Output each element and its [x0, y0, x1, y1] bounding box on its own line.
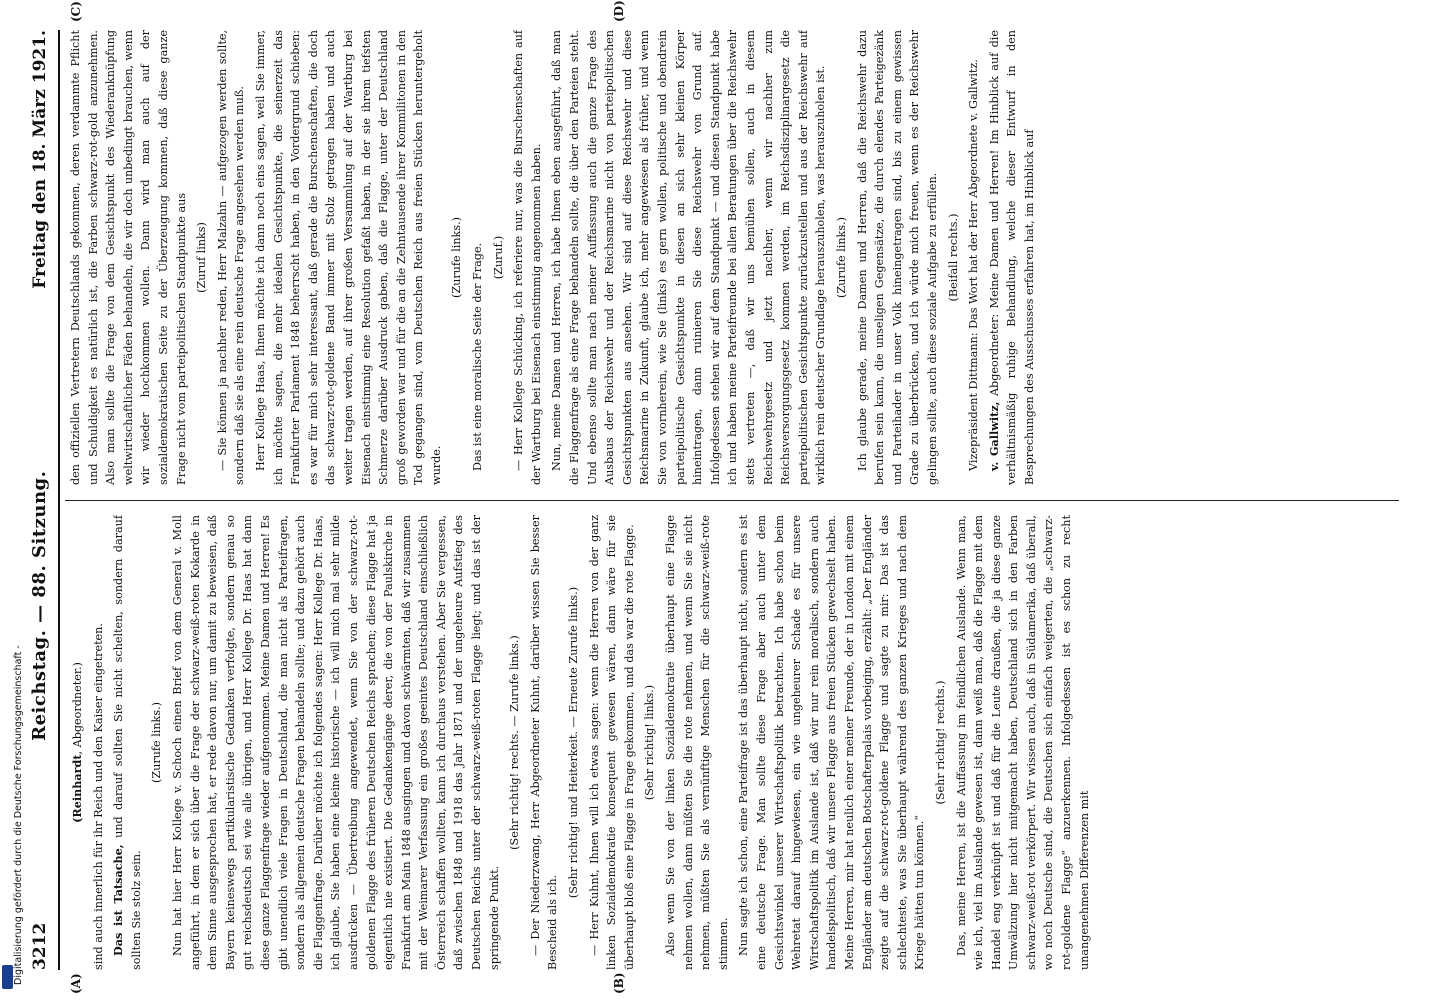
- paragraph: [986, 30, 1039, 485]
- interjection: (Zurufe links.): [150, 701, 164, 784]
- paragraph: [965, 30, 983, 485]
- speaker-name: v. Gallwitz,: [986, 401, 1001, 471]
- paragraph: [110, 515, 145, 970]
- margin-marker-d: (D): [612, 0, 626, 22]
- emphasis: Das ist Tatsache,: [111, 844, 126, 956]
- session-date: Freitag den 18. März 1921.: [30, 30, 50, 289]
- running-title: Reichstag. — 88. Sitzung.: [29, 470, 50, 741]
- interjection: (Zurufe links.): [450, 216, 464, 299]
- paragraph: Ich glaube gerade, meine Damen und Herren, daß die Reichswehr dazu berufen sein kann, die unseligen Gegensätze, die durch elendes Parteigezänk und Parteihader in unser Volk hineingetragen sind, bis zu einem gewissen Grade zu überbrücken, und ich würde mich freuen, wenn es der Reichswehr gelingen sollte, auch diese soziale Aufgabe zu erfüllen.: [855, 30, 939, 485]
- left-column: [67, 515, 1403, 970]
- speaker-name: (Reinhardt: [70, 754, 84, 823]
- footer-credit: Digitalisierung gefördert durch die Deutsche Forschungsgemeinschaft -: [13, 645, 24, 985]
- margin-marker-a: (A): [69, 973, 83, 994]
- page-number: 3212: [30, 922, 50, 970]
- right-column: [67, 30, 1403, 485]
- interjection: (Sehr richtig! und Heiterkeit. — Erneute Zurufe links.): [567, 586, 581, 899]
- interjection: (Sehr richtig! rechts. — Zurufe links.): [508, 635, 522, 850]
- paragraph: Das ist eine moralische Seite der Frage.: [471, 242, 485, 471]
- paragraph: sind auch innerlich für ihr Reich und den Kaiser eingetreten.: [91, 623, 105, 970]
- speaker-role: , Abgeordneter.): [71, 662, 84, 755]
- margin-marker-b: (B): [612, 972, 626, 994]
- interjection: (Sehr richtig! links.): [643, 684, 657, 801]
- interjection: (Zurufe links.): [834, 216, 848, 299]
- dfg-logo-icon: [2, 965, 13, 989]
- paragraph: Herr Kollege Haas, Ihnen möchte ich dann noch eins sagen, weil Sie immer, ich möchte sagen, die mehr idealen Gesichtspunkte, die seinerzeit das Frankfurter Parlament 1848 beherrscht haben, in den Vordergrund schieben: es war für mich sehr interessant, daß gerade die Burschenschaften, die doch das schwarz-rot-goldene Band immer mit Stolz getragen haben und auch weiter tragen werden, auf ihrer großen Versammlung auf der Wartburg bei Eisenach einstimmig eine Resolution gefaßt haben, in der sie ihrem tiefsten Schmerze darüber Ausdruck gaben, daß die Flagge, unter der Deutschland groß geworden war und für die an die Zehntausende ihrer Kommilitonen in den Tod gegangen sind, vom Deutschen Reich aus freien Stücken heruntergeholt wurde.: [253, 30, 443, 485]
- document-page: [17, 0, 1417, 1000]
- interjection: (Sehr richtig! rechts.): [933, 680, 947, 805]
- column-divider: [65, 500, 1399, 501]
- paragraph-text: und darauf sollten Sie nicht schelten, sondern darauf sollten Sie stolz sein.: [112, 515, 143, 970]
- paragraph: Das, meine Herren, ist die Auffassung im feindlichen Auslande. Wenn man, wie ich, viel im Auslande gewesen ist, dann weiß man, daß die Flagge mit dem Handel eng verknüpft ist und daß für die Leute draußen, die ja diese ganze Umwälzung hier nicht mitgemacht haben, Deutschland sich in den Farben schwarz-weiß-rot verkörpert. Wir wissen auch, daß in Südamerika, daß überall, wo noch Deutsche sind, die Deutschen sich einfach weigerten, die „schwarz-rot-goldene Flagge“ anzuerkennen. Infolgedessen ist es schon zu recht unangenehmen Differenzen mit: [954, 515, 1091, 970]
- digitization-footer: [0, 0, 24, 1000]
- paragraph: Nun hat hier Herr Kollege v. Schoch einen Brief von dem General v. Moll angeführt, in dem er sich über die Frage der schwarz-weiß-roten Kokarde in dem Sinne ausgesprochen hat, er rede davon nur, um damit zu beweisen, daß Bayern keineswegs partikularistische Gedanken verfolgte, sondern genau so gut reichsdeutsch sei wie alle übrigen, und Herr Kollege Dr. Haas hat dann diese ganze Flaggenfrage wieder aufgenommen. Meine Damen und Herren! Es gibt unendlich viele Fragen in Deutschland, die man nicht als Parteifragen, sondern als allgemein deutsche Fragen behandeln sollte; und dazu gehört auch die Flaggenfrage. Darüber möchte ich folgendes sagen: Herr Kollege Dr. Haas, ich glaube, Sie haben eine kleine historische — ich will mich mal sehr milde ausdrücken — Übertreibung angewendet, wenn Sie von der schwarz-rot-goldenen Flagge des früheren Deutschen Reichs sprachen; diese Flagge hat ja eigentlich nie existiert. Die Gedankengänge derer, die von der Paulskirche in Frankfurt am Main 1848 ausgingen und davon schwärmten, daß wir zusammen mit der Weimarer Verfassung ein großes geeintes Deutschland einschließlich Österreich schaffen wollten, kann ich durchaus verstehen. Aber Sie vergessen, daß zwischen 1848 und 1918 das Jahr 1871 und der ungeheure Aufstieg des Deutschen Reichs unter der schwarz-weiß-roten Flagge liegt; und das ist der springende Punkt.: [170, 515, 501, 970]
- paragraph-text: Abgeordneter: Meine Damen und Herren! Im Hinblick auf die verhältnismäßig ruhige Behandlung, welche dieser Entwurf in den Besprechungen des Ausschusses erfahren hat, im Hinblick auf: [987, 30, 1036, 485]
- paragraph: — Herr Kollege Schücking, ich referiere nur, was die Burschenschaften auf der Wartburg bei Eisenach einstimmig angenommen haben.: [512, 30, 543, 485]
- interjection: (Beifall rechts.): [946, 213, 960, 302]
- paragraph: — Herr Kuhnt, Ihnen will ich etwas sagen: wenn die Herren von der ganz linken Sozialdemokratie konsequent gewesen wären, dann wäre für sie überhaupt bloß eine Flagge in Frage gekommen, und das war die rote Flagge.: [587, 515, 636, 970]
- interjection: (Zuruf links): [195, 222, 209, 293]
- paragraph: — Der Niederzwang, Herr Abgeordneter Kuhnt, darüber wissen Sie besser Bescheid als ich.: [528, 515, 560, 970]
- chair-role: Vizepräsident Dittmann:: [967, 332, 981, 471]
- paragraph: Nun, meine Damen und Herren, ich habe Ihnen eben ausgeführt, daß man die Flaggenfrage als eine Frage behandeln sollte, die über den Parteien steht. Und ebenso sollte man nach meiner Auffassung auch die ganze Frage des Ausbaus der Reichswehr und der Reichsmarine nicht von parteipolitischen Gesichtspunkten aus ansehen. Wir sind auf diese Reichswehr und diese Reichsmarine in Zukunft, glaube ich, mehr angewiesen als früher, und wenn Sie von vornherein, wie Sie (links) es gern wollen, politische und obendrein parteipolitische Gesichtspunkte in diesen an sich sehr kleinen Körper hineintragen, dann ruinieren Sie diese Reichswehr von Grund auf. Infolgedessen stehen wir auf dem Standpunkt — und diesen Standpunkt habe ich und haben meine Parteifreunde bei allen Beratungen über die Reichswehr stets vertreten —, daß wir uns bemühen sollen, auch in diesem Reichswehrgesetz und jetzt nachher, wenn wir nachher zum Reichsversorgungsgesetz kommen werden, im Reichsdisziplinargesetz die parteipolitischen Gesichtspunkte zurückzustellen und aus der Reichswehr auf wirklich rein deutscher Grundlage herauszuholen, was herauszuholen ist.: [550, 30, 828, 485]
- page-header: [29, 30, 60, 970]
- paragraph-text: Das Wort hat der Herr Abgeordnete v. Gallwitz.: [967, 59, 981, 329]
- interjection: (Zuruf.): [491, 235, 505, 280]
- margin-marker-c: (C): [69, 1, 83, 22]
- paragraph: den offiziellen Vertretern Deutschlands gekommen, deren verdammte Pflicht und Schuldigkeit es natürlich ist, die Farben schwarz-rot-gold anzunehmen. Also man sollte die Frage von dem Gesichtspunkt des Wiederanknüpfung weltwirtschaftlicher Fäden behandeln, die wir doch unbedingt brauchen, wenn wir wieder hochkommen wollen. Dann wird man auch auf der sozialdemokratischen Seite zu der Überzeugung kommen, daß diese ganze Frage nicht vom parteipolitischen Standpunkte aus: [69, 30, 188, 485]
- paragraph: Also wenn Sie von der linken Sozialdemokratie überhaupt eine Flagge nehmen wollen, dann müßten Sie die rote nehmen, und wenn Sie sie nicht nehmen, müßten Sie als vernünftige Menschen für die schwarz-weiß-rote stimmen.: [664, 515, 730, 970]
- paragraph: — Sie können ja nachher reden, Herr Malzahn — aufgezogen werden sollte, sondern daß sie als eine rein deutsche Frage angesehen werden muß.: [215, 30, 247, 485]
- paragraph: Nun sagte ich schon, eine Parteifrage ist das überhaupt nicht, sondern es ist eine deutsche Frage. Man sollte diese Frage aber auch unter dem Gesichtswinkel unserer Wirtschaftspolitik betrachten. Ich habe schon beim Wehretat darauf hingewiesen, ein wie ungeheurer Schade es für unsere Wirtschaftspolitik im Auslande ist, daß wir nur rein moralisch, sondern auch handelspolitisch, daß wir unsere Flagge aus freien Stücken gewechselt haben. Meine Herren, mir hat neulich einer meiner Freunde, der in London mit einem Engländer am deutschen Botschafterpalais vorbeiging, erzählt: „Der Engländer zeigte auf die schwarz-rot-goldene Flagge und sagte zu mir: Das ist das schlechteste, was Sie überhaupt während des ganzen Krieges und nach dem Kriege hätten tun können.“: [737, 515, 927, 970]
- speaker-line: [69, 515, 87, 970]
